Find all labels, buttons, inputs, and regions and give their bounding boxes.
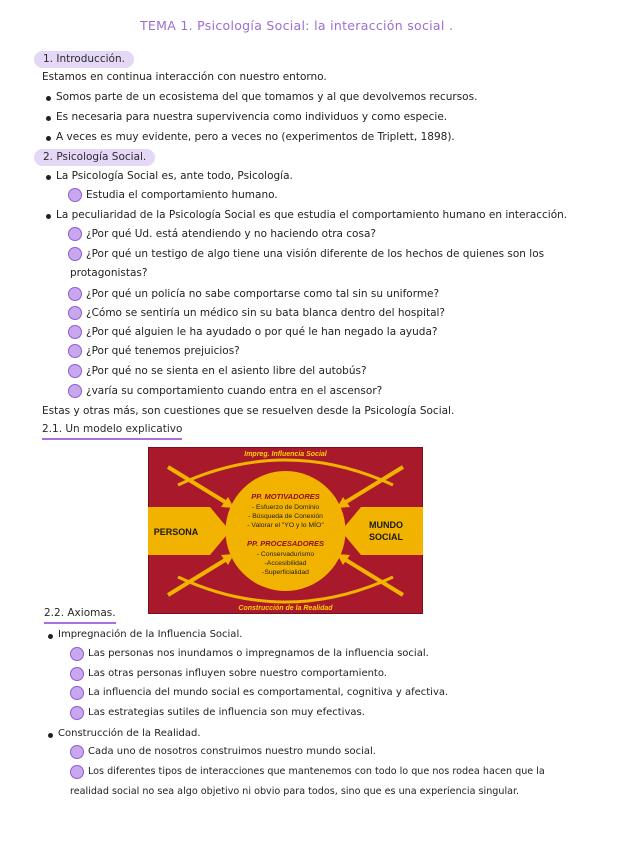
bullet-dot — [48, 733, 53, 738]
procesadores-title: PP. PROCESADORES — [247, 539, 324, 548]
top-label: Impreg. Influencia Social — [244, 451, 327, 458]
question: ¿Por qué Ud. está atendiendo y no haciendo otra cosa? — [86, 228, 376, 240]
bullet-dot — [46, 175, 51, 180]
procesador-item: -Accesibilidad — [264, 560, 307, 567]
question: ¿Por qué tenemos prejuicios? — [86, 345, 240, 357]
motivador-item: - Valorar el "YO y lo MÍO" — [247, 522, 324, 529]
circle-marker — [68, 344, 82, 358]
persona-label: PERSONA — [153, 527, 199, 537]
motivador-item: - Búsqueda de Conexión — [248, 513, 323, 520]
intro-heading: 1. Introducción. — [34, 51, 134, 68]
question: ¿Por qué un testigo de algo tiene una visión diferente de los hechos de quienes son los — [86, 248, 545, 260]
intro-bullet: Somos parte de un ecosistema del que tomamos y al que devolvemos recursos. — [56, 91, 478, 103]
circle-marker — [70, 706, 84, 720]
bullet-dot — [46, 214, 51, 219]
psico-heading: 2. Psicología Social. — [34, 149, 155, 166]
model-heading: 2.1. Un modelo explicativo — [42, 423, 182, 440]
circle-marker — [68, 384, 82, 398]
axiom-item: Cada uno de nosotros construimos nuestro mundo social. — [88, 746, 376, 757]
bullet-dot — [46, 96, 51, 101]
circle-marker — [70, 647, 84, 661]
psico-sub: Estudia el comportamiento humano. — [86, 189, 278, 201]
circle-marker — [70, 745, 84, 759]
axiom-item: Las estrategias sutiles de influencia son muy efectivas. — [88, 707, 365, 718]
bottom-label: Construcción de la Realidad — [238, 605, 333, 612]
circle-marker — [68, 306, 82, 320]
motivadores-title: PP. MOTIVADORES — [251, 492, 320, 501]
social-label: SOCIAL — [368, 532, 404, 542]
axiom-title: Impregnación de la Influencia Social. — [58, 629, 243, 640]
circle-marker — [68, 247, 82, 261]
question: ¿Por qué un policía no sabe comportarse como tal sin su uniforme? — [86, 288, 440, 300]
bullet-dot — [48, 634, 53, 639]
question: ¿Por qué no se sienta en el asiento libre del autobús? — [86, 365, 367, 377]
circle-marker — [70, 765, 84, 779]
closing-text: Estas y otras más, son cuestiones que se resuelven desde la Psicología Social. — [42, 405, 455, 417]
psico-bullet: La peculiaridad de la Psicología Social es que estudia el comportamiento humano en interacción. — [56, 209, 568, 221]
question: ¿Por qué alguien le ha ayudado o por qué le han negado la ayuda? — [86, 326, 438, 338]
axiom-title: Construcción de la Realidad. — [58, 728, 201, 739]
model-diagram — [148, 447, 423, 614]
motivador-item: - Esfuerzo de Dominio — [251, 504, 320, 511]
question: ¿Cómo se sentiría un médico sin su bata blanca dentro del hospital? — [86, 307, 446, 319]
intro-bullet: Es necesaria para nuestra supervivencia como individuos y como especie. — [56, 111, 448, 123]
circle-marker — [70, 686, 84, 700]
axiom-item: Los diferentes tipos de interacciones que mantenemos con todo lo que nos rodea hacen que la — [88, 766, 545, 777]
question-continued: protagonistas? — [70, 267, 148, 279]
bullet-dot — [46, 116, 51, 121]
axiom-item: La influencia del mundo social es comportamental, cognitiva y afectiva. — [88, 687, 449, 698]
psico-bullet: La Psicología Social es, ante todo, Psicología. — [56, 170, 293, 182]
circle-marker — [68, 227, 82, 241]
intro-text: Estamos en continua interacción con nuestro entorno. — [42, 71, 327, 83]
axiom-item: Las otras personas influyen sobre nuestro comportamiento. — [88, 668, 387, 679]
page-title: TEMA 1. Psicología Social: la interacción social . — [140, 18, 454, 33]
question: ¿varía su comportamiento cuando entra en el ascensor? — [86, 385, 383, 397]
axiom-item: Las personas nos inundamos o impregnamos de la influencia social. — [88, 648, 429, 659]
circle-marker — [68, 287, 82, 301]
bullet-dot — [46, 136, 51, 141]
axioms-heading: 2.2. Axiomas. — [44, 607, 116, 624]
procesador-item: - Conservadurismo — [256, 551, 315, 558]
circle-marker — [68, 325, 82, 339]
intro-bullet: A veces es muy evidente, pero a veces no (experimentos de Triplett, 1898). — [56, 131, 455, 143]
mundo-label: MUNDO — [369, 520, 403, 530]
procesador-item: -Superficialidad — [262, 569, 309, 576]
circle-marker — [70, 667, 84, 681]
circle-marker — [68, 364, 82, 378]
axiom-item-continued: realidad social no sea algo objetivo ni obvio para todos, sino que es una experiencia singular. — [70, 786, 520, 797]
circle-marker — [68, 188, 82, 202]
